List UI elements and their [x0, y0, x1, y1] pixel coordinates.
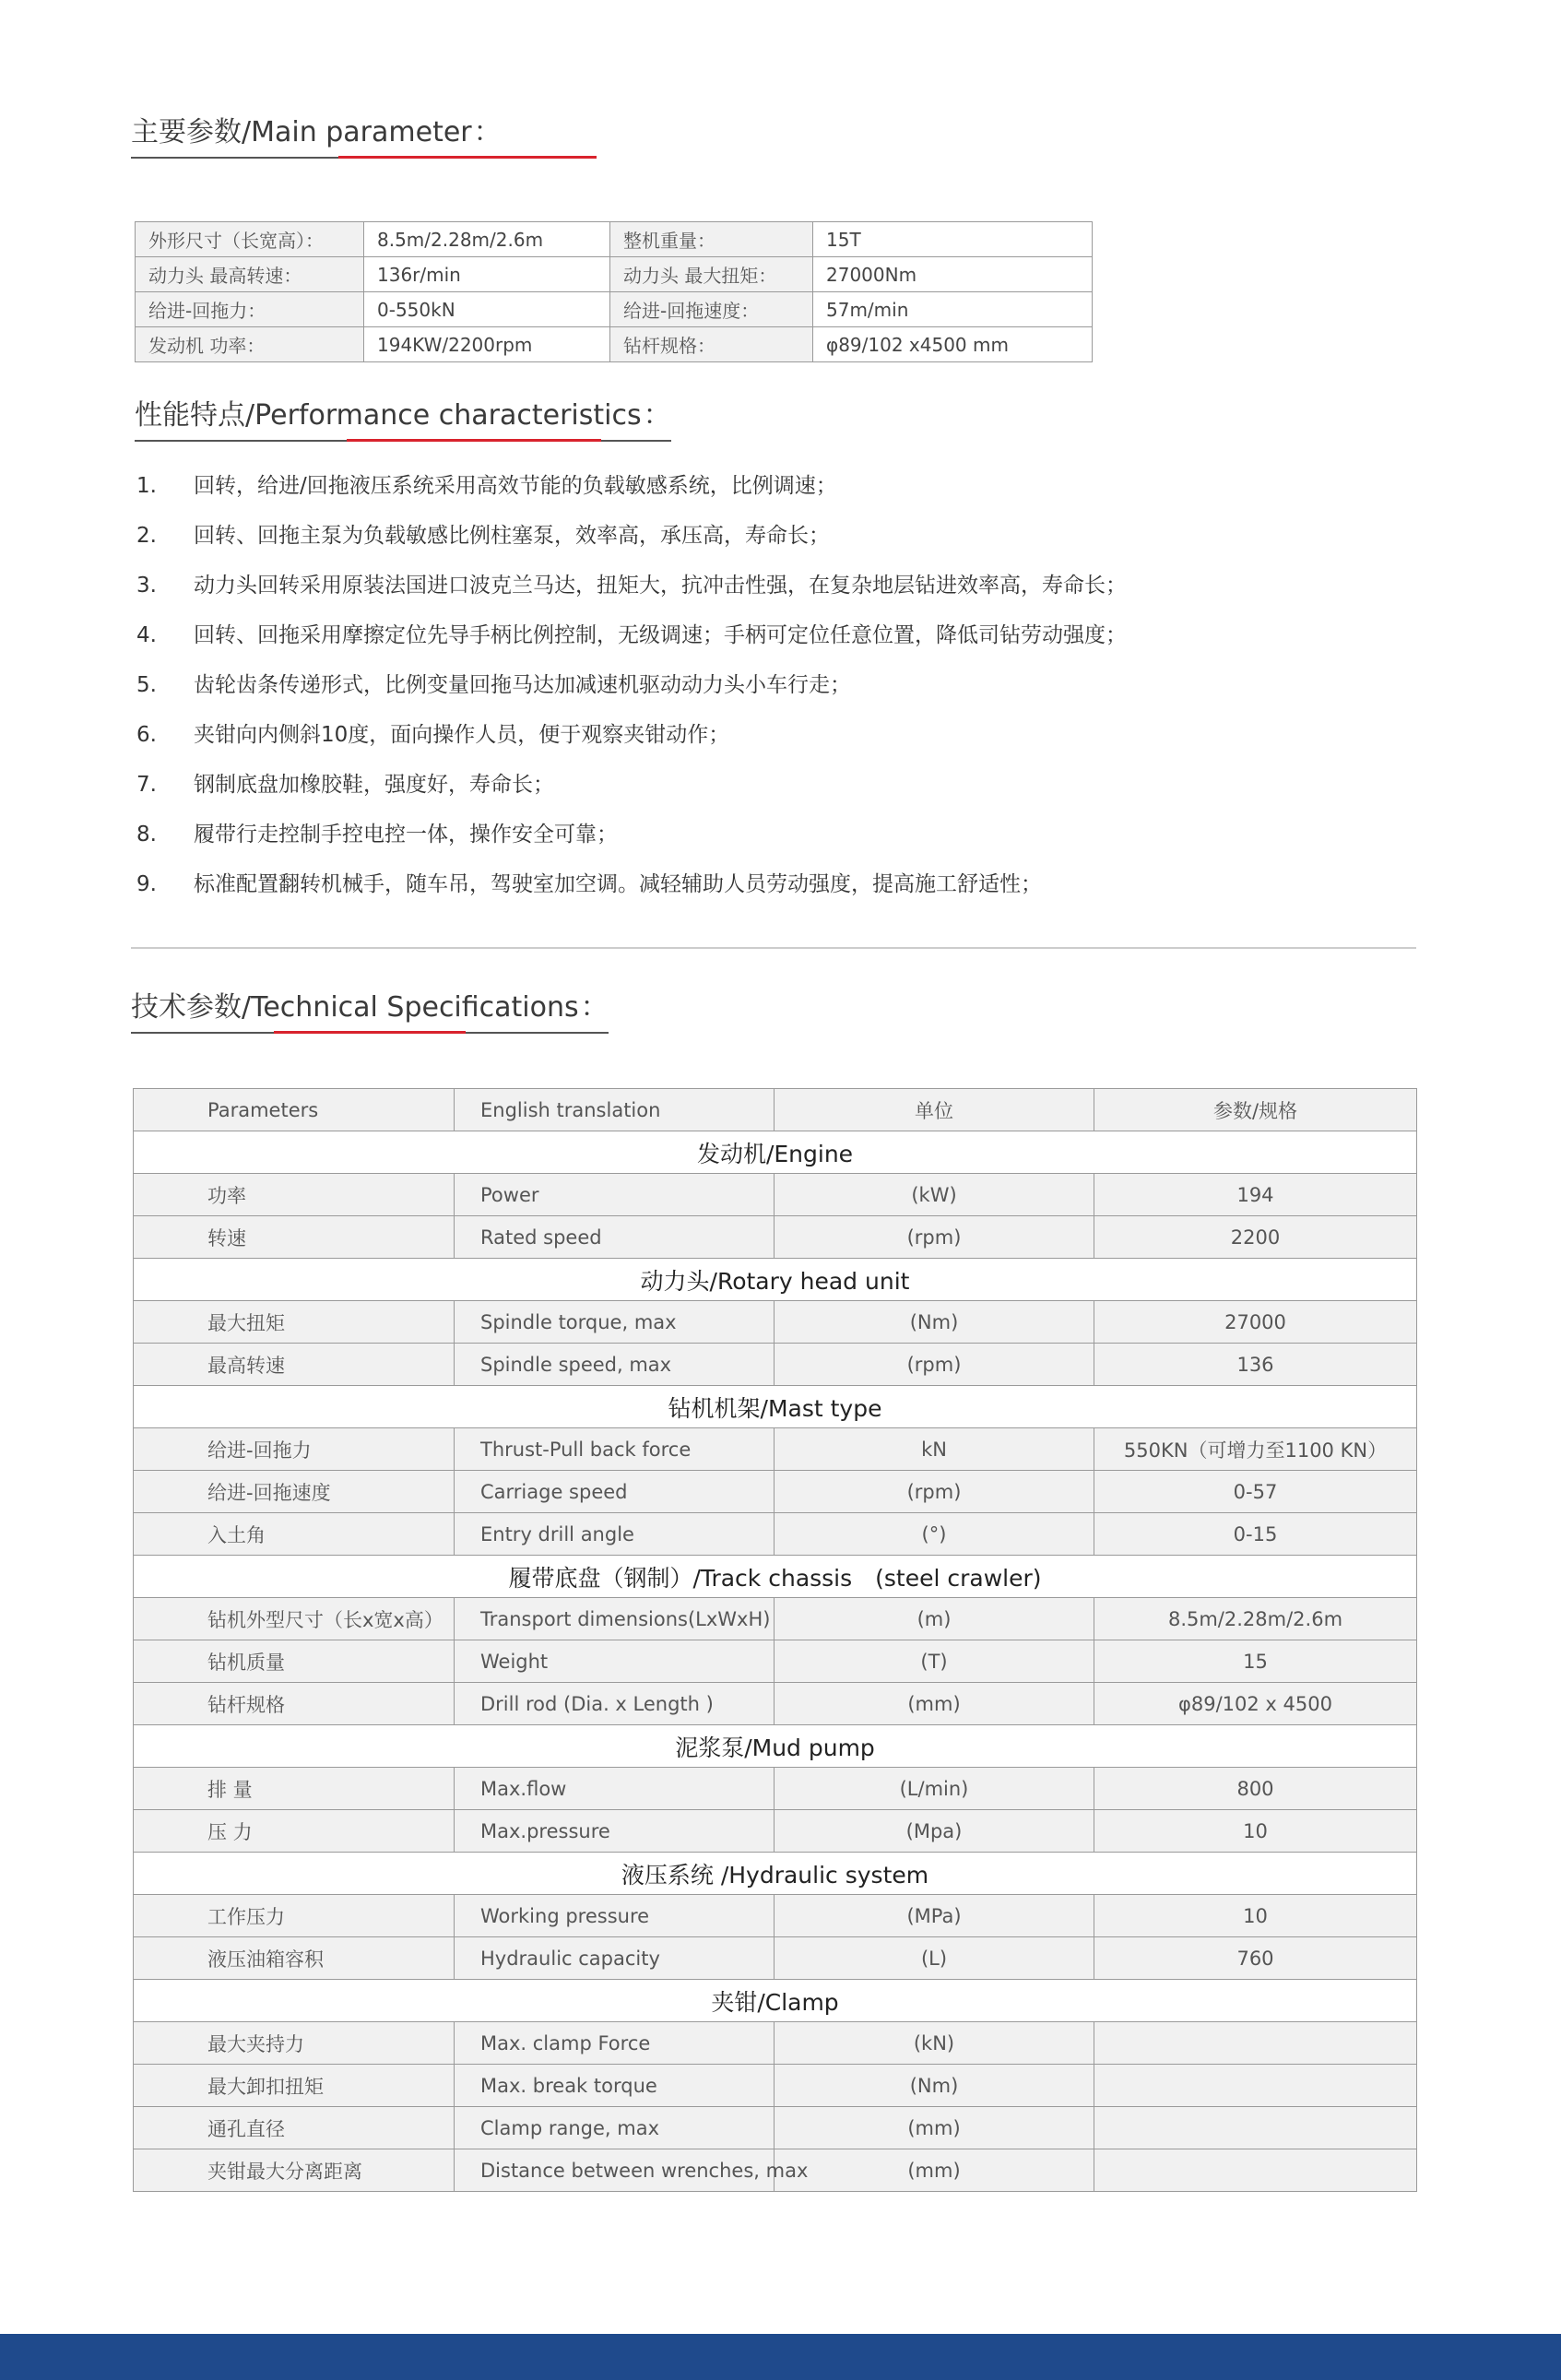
title-accent-underline: [347, 439, 601, 442]
param-value: 136: [1094, 1344, 1417, 1386]
list-item-text: 钢制底盘加橡胶鞋，强度好，寿命长；: [194, 773, 554, 797]
table-row: [134, 2065, 1417, 2107]
param-value: 8.5m/2.28m/2.6m: [1094, 1598, 1417, 1640]
table-row: [134, 1937, 1417, 1980]
performance-title-text: 性能特点/Performance characteristics: [135, 399, 642, 432]
param-unit: kN: [775, 1428, 1094, 1471]
param-name-cn: 钻机质量: [134, 1640, 455, 1683]
table-row: [134, 1895, 1417, 1937]
param-name-en: Distance between wrenches, max: [455, 2149, 775, 2192]
param-unit: (Mpa): [775, 1810, 1094, 1853]
param-name-cn: 功率: [134, 1174, 455, 1216]
list-item-text: 回转、回拖主泵为负载敏感比例柱塞泵，效率高，承压高，寿命长；: [194, 524, 830, 548]
performance-list: [136, 461, 1127, 909]
param-label: 整机重量：: [610, 222, 813, 257]
param-name-en: Working pressure: [455, 1895, 775, 1937]
main-parameter-title: [131, 109, 502, 159]
title-colon: ：: [580, 991, 609, 1024]
list-item: [136, 561, 1127, 610]
title-accent-underline: [338, 156, 597, 159]
param-unit: (L/min): [775, 1768, 1094, 1810]
param-unit: (rpm): [775, 1344, 1094, 1386]
group-header-row: [134, 1131, 1417, 1174]
param-name-en: Entry drill angle: [455, 1513, 775, 1556]
table-row: [134, 1471, 1417, 1513]
main-parameter-title-text: 主要参数/Main parameter: [131, 116, 472, 148]
param-unit: (m): [775, 1598, 1094, 1640]
param-unit: (L): [775, 1937, 1094, 1980]
list-item: [136, 511, 1127, 561]
param-name-cn: 压 力: [134, 1810, 455, 1853]
param-value: [1094, 2022, 1417, 2065]
param-name-en: Power: [455, 1174, 775, 1216]
param-name-cn: 钻杆规格: [134, 1683, 455, 1725]
param-unit: (rpm): [775, 1216, 1094, 1259]
list-item-text: 动力头回转采用原装法国进口波克兰马达，扭矩大，抗冲击性强，在复杂地层钻进效率高，寿命长；: [194, 574, 1127, 598]
param-name-en: Max. break torque: [455, 2065, 775, 2107]
list-item-text: 回转、回拖采用摩擦定位先导手柄比例控制，无级调速；手柄可定位任意位置，降低司钻劳动强度；: [194, 623, 1127, 647]
param-value: 57m/min: [813, 292, 1093, 327]
column-header: 参数/规格: [1094, 1089, 1417, 1131]
param-value: [1094, 2065, 1417, 2107]
param-name-en: Transport dimensions(LxWxH): [455, 1598, 775, 1640]
group-header-row: [134, 1556, 1417, 1598]
param-value: 194KW/2200rpm: [364, 327, 610, 362]
param-value: 15T: [813, 222, 1093, 257]
param-label: 给进-回拖速度：: [610, 292, 813, 327]
list-item-number: 5.: [136, 673, 157, 697]
main-parameter-table: [135, 221, 1093, 362]
param-value: [1094, 2149, 1417, 2192]
group-header-row: [134, 1853, 1417, 1895]
column-header: Parameters: [134, 1089, 455, 1131]
param-name-cn: 入土角: [134, 1513, 455, 1556]
list-item-text: 夹钳向内侧斜10度，面向操作人员，便于观察夹钳动作；: [194, 723, 730, 747]
param-label: 外形尺寸（长宽高）：: [136, 222, 364, 257]
table-row: [134, 1216, 1417, 1259]
param-name-cn: 最大扭矩: [134, 1301, 455, 1344]
param-label: 给进-回拖力：: [136, 292, 364, 327]
table-header-row: [134, 1089, 1417, 1131]
list-item-number: 1.: [136, 474, 157, 498]
list-item-number: 2.: [136, 524, 157, 548]
technical-title-text: 技术参数/Technical Specifications: [131, 991, 579, 1024]
param-value: 15: [1094, 1640, 1417, 1683]
list-item: [136, 810, 1127, 859]
table-row: [136, 292, 1093, 327]
table-row: [134, 1428, 1417, 1471]
param-name-en: Clamp range, max: [455, 2107, 775, 2149]
group-title: 履带底盘（钢制）/Track chassis (steel crawler): [134, 1556, 1417, 1598]
table-row: [134, 1513, 1417, 1556]
param-unit: (Nm): [775, 1301, 1094, 1344]
param-unit: (rpm): [775, 1471, 1094, 1513]
list-item-number: 3.: [136, 574, 157, 598]
performance-title: [135, 392, 671, 442]
list-item: [136, 710, 1127, 760]
param-name-cn: 最大卸扣扭矩: [134, 2065, 455, 2107]
param-name-cn: 液压油箱容积: [134, 1937, 455, 1980]
table-row: [134, 1768, 1417, 1810]
group-title: 泥浆泵/Mud pump: [134, 1725, 1417, 1768]
param-unit: (°): [775, 1513, 1094, 1556]
param-name-cn: 给进-回拖力: [134, 1428, 455, 1471]
column-header: 单位: [775, 1089, 1094, 1131]
list-item: [136, 610, 1127, 660]
param-name-cn: 最高转速: [134, 1344, 455, 1386]
list-item: [136, 859, 1127, 909]
list-item-text: 履带行走控制手控电控一体，操作安全可靠；: [194, 823, 618, 847]
group-header-row: [134, 1725, 1417, 1768]
param-name-en: Drill rod (Dia. x Length ): [455, 1683, 775, 1725]
param-value: 136r/min: [364, 257, 610, 292]
list-item: [136, 760, 1127, 810]
list-item-number: 6.: [136, 723, 157, 747]
param-value: 0-15: [1094, 1513, 1417, 1556]
param-value: 800: [1094, 1768, 1417, 1810]
param-name-cn: 夹钳最大分离距离: [134, 2149, 455, 2192]
table-row: [134, 2149, 1417, 2192]
param-unit: (kW): [775, 1174, 1094, 1216]
param-value: 0-57: [1094, 1471, 1417, 1513]
list-item: [136, 461, 1127, 511]
param-value: 2200: [1094, 1216, 1417, 1259]
table-row: [134, 1640, 1417, 1683]
param-label: 钻杆规格：: [610, 327, 813, 362]
list-item-number: 8.: [136, 823, 157, 847]
table-row: [134, 1683, 1417, 1725]
param-value: 760: [1094, 1937, 1417, 1980]
param-value: φ89/102 x4500 mm: [813, 327, 1093, 362]
param-unit: (T): [775, 1640, 1094, 1683]
list-item-number: 4.: [136, 623, 157, 647]
param-unit: (mm): [775, 2107, 1094, 2149]
title-accent-underline: [274, 1031, 466, 1034]
technical-title: [131, 984, 609, 1034]
group-title: 动力头/Rotary head unit: [134, 1259, 1417, 1301]
param-value: 10: [1094, 1810, 1417, 1853]
group-title: 钻机机架/Mast type: [134, 1386, 1417, 1428]
param-name-cn: 钻机外型尺寸（长x宽x高）: [134, 1598, 455, 1640]
param-name-en: Max.pressure: [455, 1810, 775, 1853]
param-name-en: Carriage speed: [455, 1471, 775, 1513]
table-row: [136, 327, 1093, 362]
param-name-en: Weight: [455, 1640, 775, 1683]
table-row: [134, 1810, 1417, 1853]
param-unit: (kN): [775, 2022, 1094, 2065]
param-value: 194: [1094, 1174, 1417, 1216]
param-name-en: Spindle torque, max: [455, 1301, 775, 1344]
group-header-row: [134, 1386, 1417, 1428]
param-unit: (mm): [775, 1683, 1094, 1725]
list-item-number: 7.: [136, 773, 157, 797]
table-row: [134, 1344, 1417, 1386]
table-row: [134, 1174, 1417, 1216]
group-header-row: [134, 1259, 1417, 1301]
param-value: [1094, 2107, 1417, 2149]
param-unit: (MPa): [775, 1895, 1094, 1937]
table-row: [136, 257, 1093, 292]
param-label: 发动机 功率：: [136, 327, 364, 362]
list-item: [136, 660, 1127, 710]
param-label: 动力头 最大扭矩：: [610, 257, 813, 292]
group-title: 夹钳/Clamp: [134, 1980, 1417, 2022]
group-title: 液压系统 /Hydraulic system: [134, 1853, 1417, 1895]
param-name-en: Spindle speed, max: [455, 1344, 775, 1386]
param-name-cn: 给进-回拖速度: [134, 1471, 455, 1513]
param-value: 550KN（可增力至1100 KN）: [1094, 1428, 1417, 1471]
list-item-number: 9.: [136, 872, 157, 896]
param-name-cn: 最大夹持力: [134, 2022, 455, 2065]
technical-spec-table: [133, 1088, 1417, 2192]
param-unit: (mm): [775, 2149, 1094, 2192]
param-value: 0-550kN: [364, 292, 610, 327]
param-value: 27000: [1094, 1301, 1417, 1344]
table-row: [134, 2107, 1417, 2149]
table-row: [134, 1301, 1417, 1344]
param-value: 10: [1094, 1895, 1417, 1937]
param-value: 8.5m/2.28m/2.6m: [364, 222, 610, 257]
param-name-cn: 排 量: [134, 1768, 455, 1810]
footer-bar: [0, 2334, 1561, 2380]
param-name-en: Thrust-Pull back force: [455, 1428, 775, 1471]
table-row: [136, 222, 1093, 257]
list-item-text: 回转，给进/回拖液压系统采用高效节能的负载敏感系统，比例调速；: [194, 474, 837, 498]
group-title: 发动机/Engine: [134, 1131, 1417, 1174]
title-colon: ：: [643, 399, 671, 432]
param-value: 27000Nm: [813, 257, 1093, 292]
section-divider: [131, 947, 1416, 949]
param-unit: (Nm): [775, 2065, 1094, 2107]
param-name-cn: 转速: [134, 1216, 455, 1259]
list-item-text: 齿轮齿条传递形式，比例变量回拖马达加减速机驱动动力头小车行走；: [194, 673, 851, 697]
table-row: [134, 1598, 1417, 1640]
group-header-row: [134, 1980, 1417, 2022]
param-name-cn: 工作压力: [134, 1895, 455, 1937]
param-value: φ89/102 x 4500: [1094, 1683, 1417, 1725]
param-name-en: Max.flow: [455, 1768, 775, 1810]
param-name-en: Rated speed: [455, 1216, 775, 1259]
title-colon: ：: [473, 116, 502, 148]
param-name-cn: 通孔直径: [134, 2107, 455, 2149]
param-name-en: Max. clamp Force: [455, 2022, 775, 2065]
param-name-en: Hydraulic capacity: [455, 1937, 775, 1980]
param-label: 动力头 最高转速：: [136, 257, 364, 292]
table-row: [134, 2022, 1417, 2065]
column-header: English translation: [455, 1089, 775, 1131]
list-item-text: 标准配置翻转机械手，随车吊，驾驶室加空调。减轻辅助人员劳动强度，提高施工舒适性；: [194, 872, 1042, 896]
